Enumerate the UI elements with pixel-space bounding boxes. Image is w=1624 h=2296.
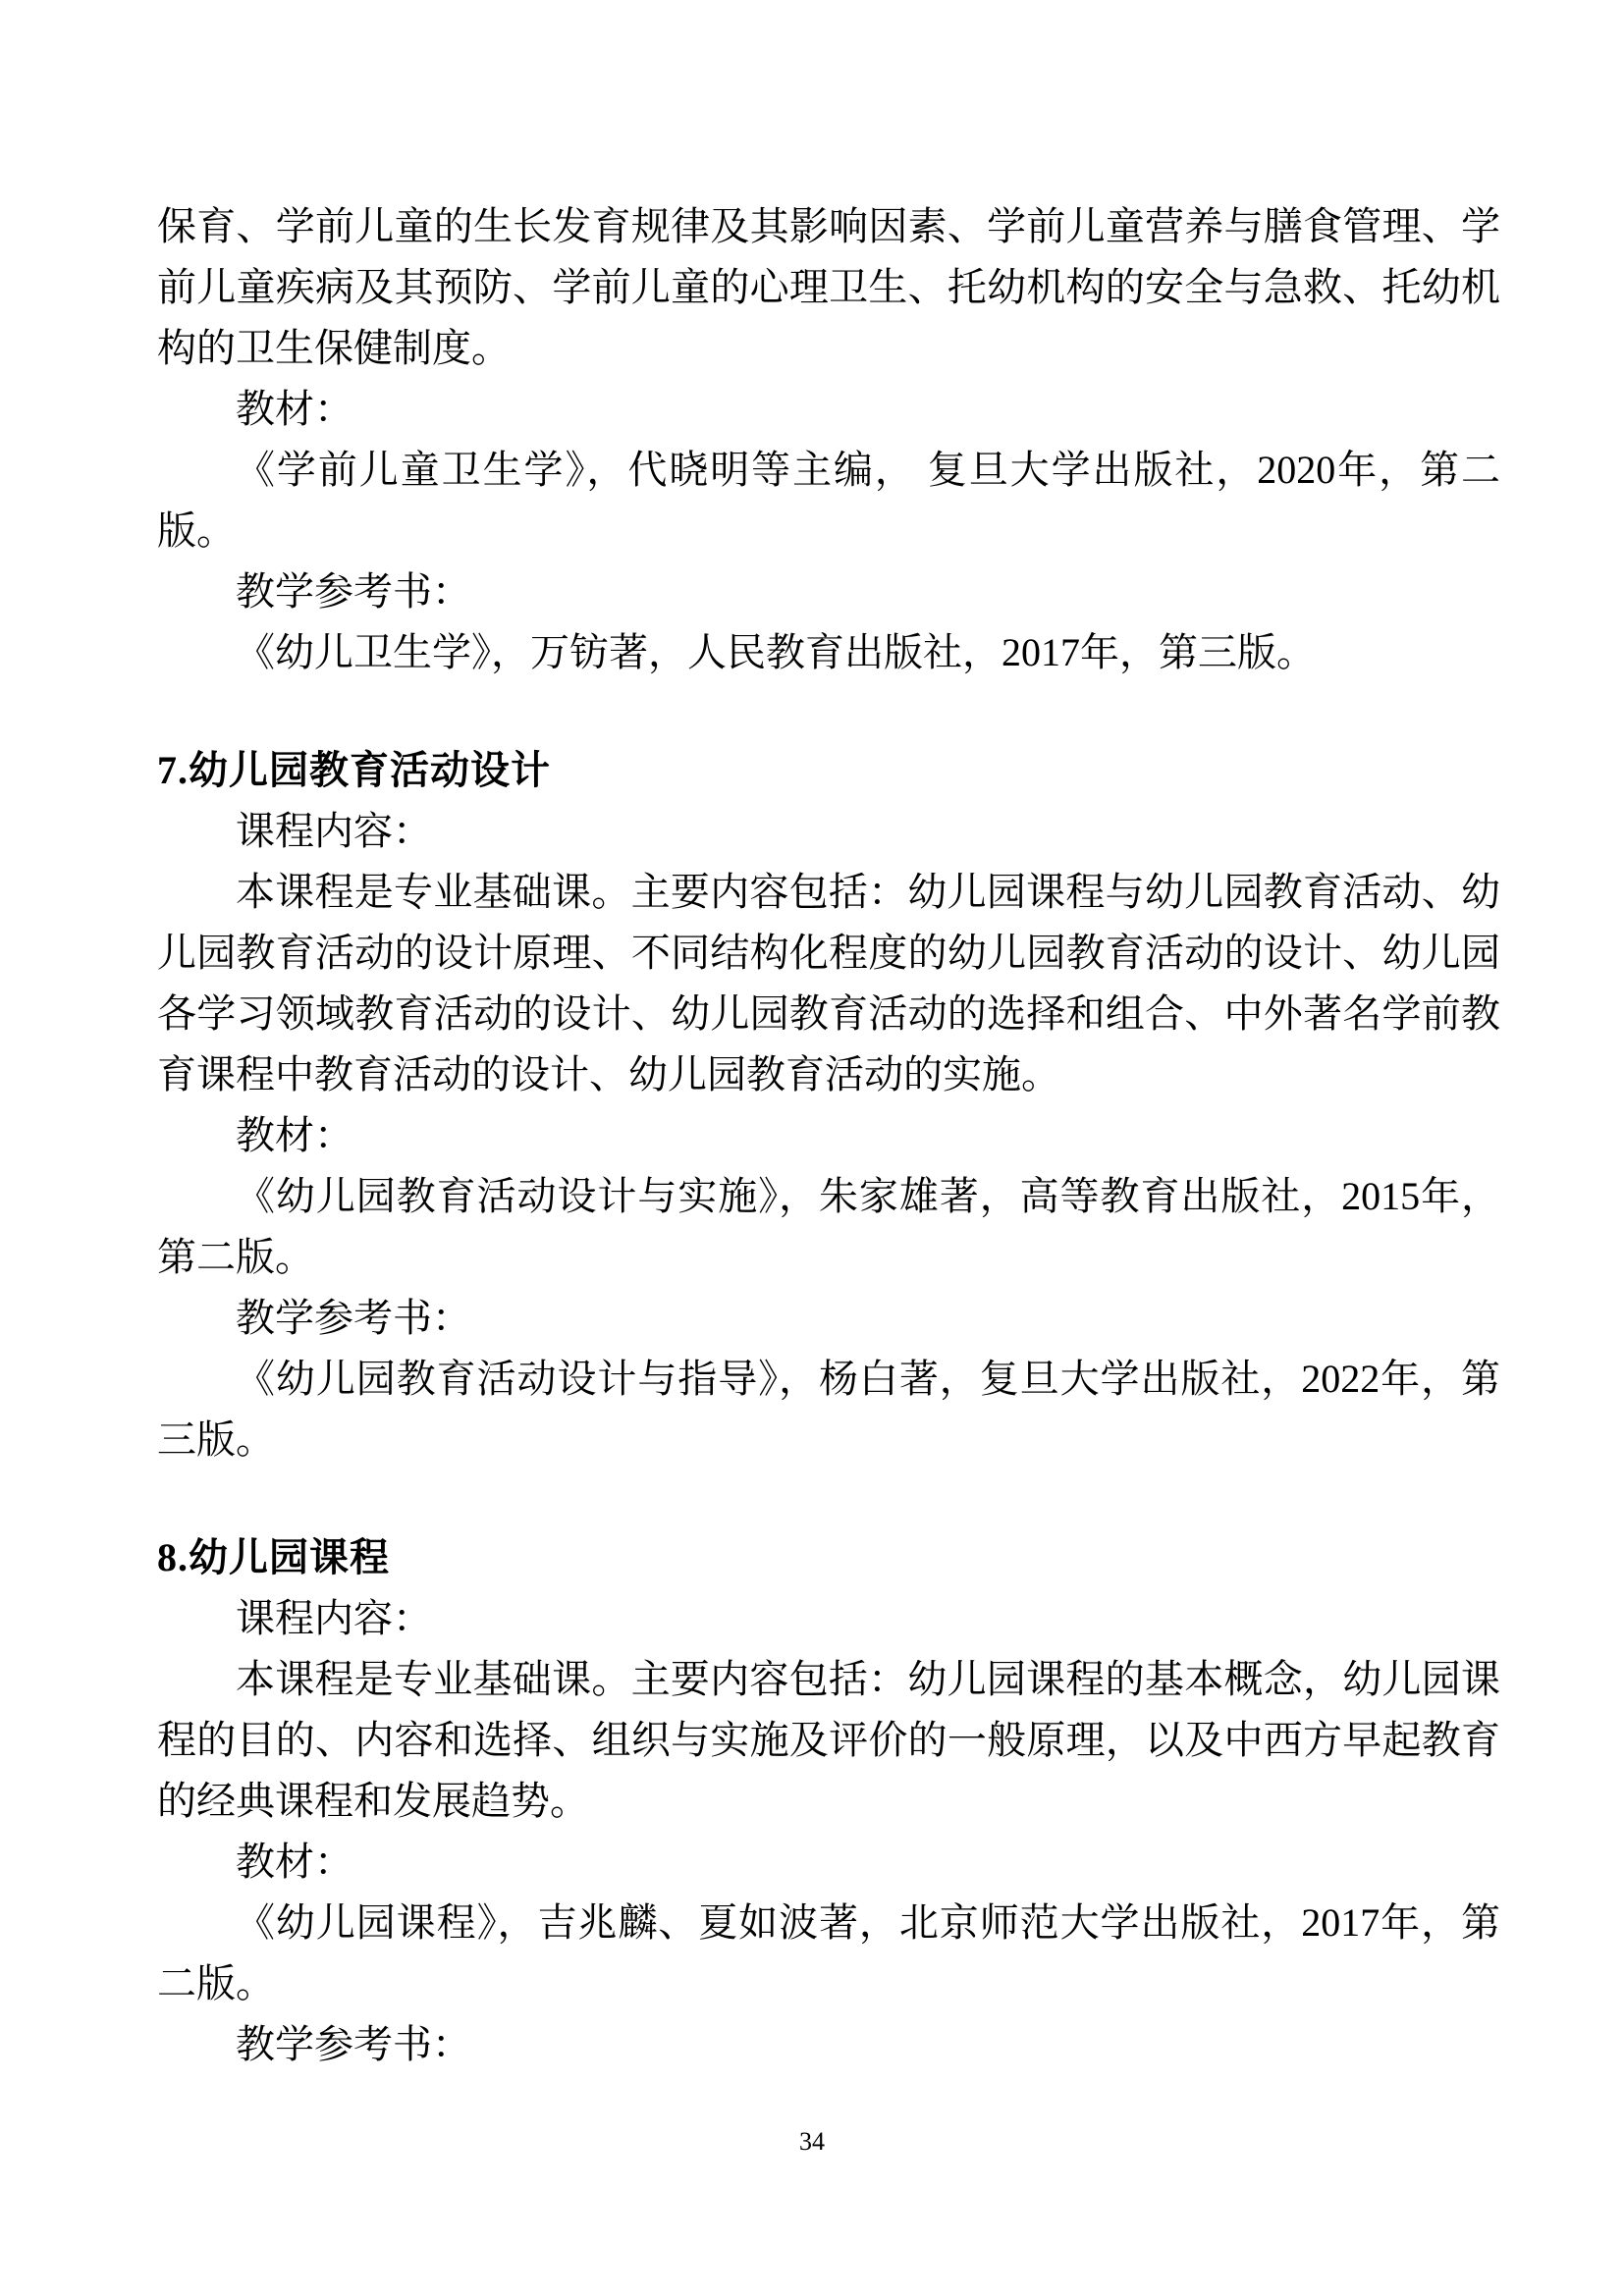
prelude-textbook-entry: 《学前儿童卫生学》，代晓明等主编， 复旦大学出版社，2020年，第二版。 xyxy=(157,448,1500,553)
section-8-heading: 8.幼儿园课程 xyxy=(157,1535,390,1579)
section-7-heading: 7.幼儿园教育活动设计 xyxy=(157,748,551,792)
section-7-textbook-entry: 《幼儿园教育活动设计与实施》，朱家雄著，高等教育出版社，2015年，第二版。 xyxy=(157,1174,1500,1279)
prelude-reference-entry: 《幼儿卫生学》，万钫著，人民教育出版社，2017年，第三版。 xyxy=(236,630,1316,674)
section-8-content-label: 课程内容： xyxy=(236,1596,432,1640)
section-8-textbook-label: 教材： xyxy=(236,1840,353,1884)
section-8-reference-label: 教学参考书： xyxy=(236,2022,471,2066)
page-content xyxy=(157,196,1500,2075)
section-7-reference-label: 教学参考书： xyxy=(236,1296,471,1340)
continued-paragraph-hygiene-topics: 保育、学前儿童的生长发育规律及其影响因素、学前儿童营养与膳食管理、学前儿童疾病及其预防、学前儿童的心理卫生、托幼机构的安全与急救、托幼机构的卫生保健制度。 xyxy=(157,204,1500,370)
prelude-textbook-label: 教材： xyxy=(236,387,353,431)
section-7-content-paragraph: 本课程是专业基础课。主要内容包括：幼儿园课程与幼儿园教育活动、幼儿园教育活动的设计原理、不同结构化程度的幼儿园教育活动的设计、幼儿园各学习领域教育活动的设计、幼儿园教育活动的选择和组合、中外著名学前教育课程中教育活动的设计、幼儿园教育活动的实施。 xyxy=(157,870,1500,1096)
section-7-textbook-label: 教材： xyxy=(236,1113,353,1157)
prelude-reference-label: 教学参考书： xyxy=(236,569,471,614)
page-number: 34 xyxy=(799,2127,825,2156)
section-7-reference-entry: 《幼儿园教育活动设计与指导》，杨白著，复旦大学出版社，2022年，第三版。 xyxy=(157,1357,1500,1462)
section-8-textbook-entry: 《幼儿园课程》，吉兆麟、夏如波著，北京师范大学出版社，2017年，第二版。 xyxy=(157,1900,1500,2005)
section-7-content-label: 课程内容： xyxy=(236,809,432,853)
section-8-content-paragraph: 本课程是专业基础课。主要内容包括：幼儿园课程的基本概念，幼儿园课程的目的、内容和选择、组织与实施及评价的一般原理，以及中西方早起教育的经典课程和发展趋势。 xyxy=(157,1657,1500,1823)
